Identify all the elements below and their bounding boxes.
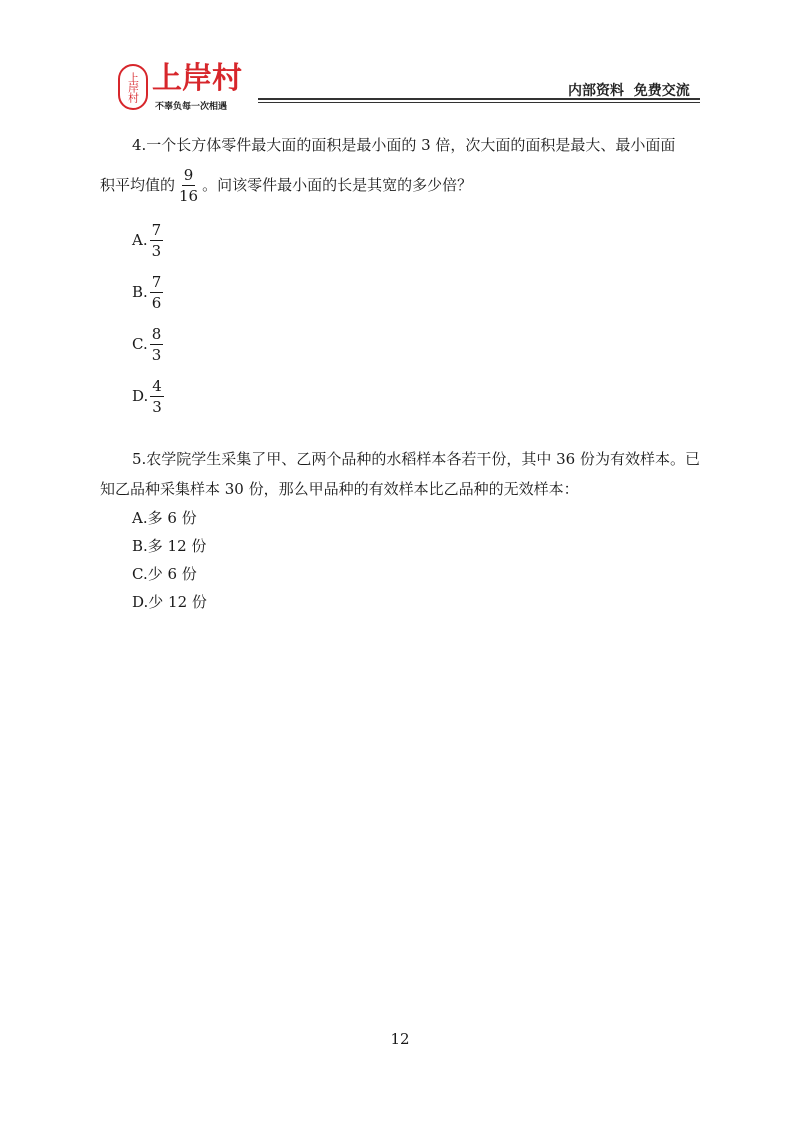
option-label: B.	[132, 283, 148, 301]
option-c	[132, 318, 700, 370]
fraction-numerator: 9	[183, 165, 194, 184]
fraction-numerator: 7	[151, 220, 162, 239]
question-4-text-after: 。问该零件最小面的长是其宽的多少倍？	[202, 176, 473, 194]
question-4-line1: 4.一个长方体零件最大面的面积是最小面的 3 倍，次大面的面积是最大、最小面面	[132, 136, 676, 154]
option-c: C.少 6 份	[132, 565, 197, 583]
option-label: A.	[132, 231, 148, 249]
option-fraction	[150, 272, 164, 313]
fraction-denominator: 6	[151, 293, 162, 312]
header-note: 内部资料 免费交流	[568, 83, 690, 99]
option-fraction	[150, 324, 164, 365]
question-5	[100, 444, 700, 616]
option-a: A.多 6 份	[132, 509, 197, 527]
option-a	[132, 214, 700, 266]
option-label: D.	[132, 387, 149, 405]
option-label: C.	[132, 335, 148, 353]
question-4	[100, 130, 700, 422]
header-rule	[258, 98, 700, 100]
option-b: B.多 12 份	[132, 537, 207, 555]
question-5-text: 5.农学院学生采集了甲、乙两个品种的水稻样本各若干份，其中 36 份为有效样本。已知乙品种采集样本 30 份，那么甲品种的有效样本比乙品种的无效样本：	[100, 450, 700, 498]
fraction-numerator: 8	[151, 324, 162, 343]
page-content	[100, 130, 700, 616]
fraction-denominator: 3	[151, 241, 162, 260]
fraction-numerator: 7	[151, 272, 162, 291]
question-4-text-before: 积平均值的	[100, 176, 176, 194]
question-4-fraction	[177, 165, 200, 206]
logo-seal	[118, 64, 148, 110]
fraction-denominator: 16	[179, 186, 199, 205]
option-fraction	[150, 376, 164, 417]
question-4-line2	[100, 160, 700, 210]
brand-slogan: 不辜负每一次相遇	[155, 102, 228, 112]
option-fraction	[150, 220, 164, 261]
option-d	[132, 370, 700, 422]
logo-seal-text: 上岸村	[126, 72, 140, 102]
fraction-denominator: 3	[152, 397, 162, 416]
option-b	[132, 266, 700, 318]
page-header	[0, 0, 800, 120]
fraction-numerator: 4	[152, 376, 162, 395]
header-rule-thin	[258, 102, 700, 103]
option-d: D.少 12 份	[132, 593, 207, 611]
page-number: 12	[390, 1030, 410, 1048]
fraction-denominator: 3	[151, 345, 162, 364]
brand-name: 上岸村	[152, 61, 242, 96]
